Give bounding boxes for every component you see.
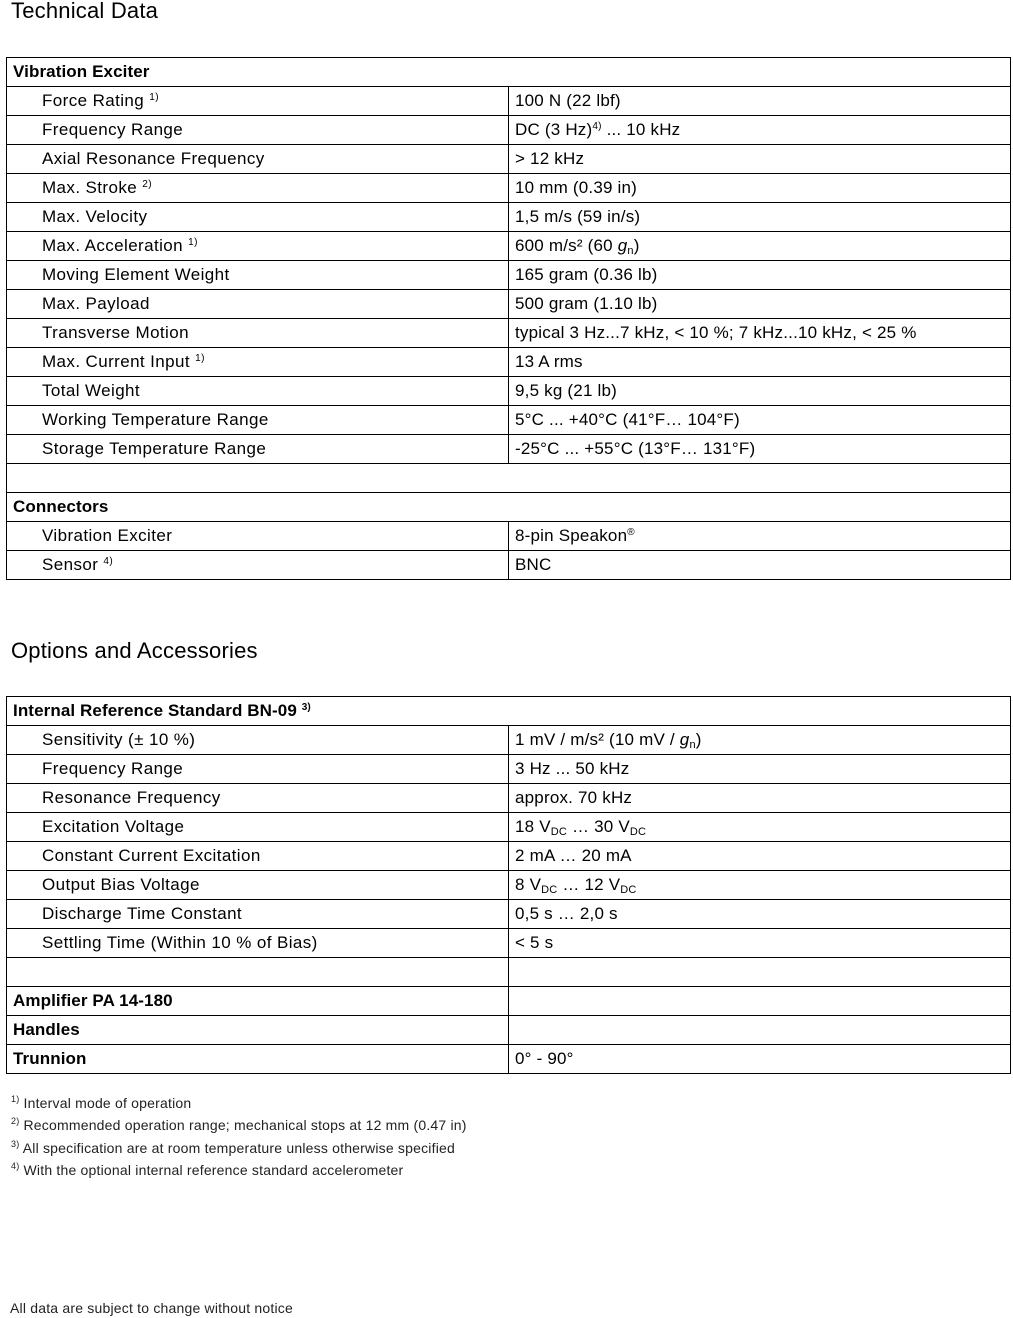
footnote: $^{1)}$ Interval mode of operation (11, 1094, 192, 1111)
spec-value: -25°C ... +55°C (13°F… 131°F) (509, 435, 1011, 464)
table-row (7, 1045, 1011, 1074)
table-row (7, 261, 1011, 290)
accessory-value: 0° - 90° (509, 1045, 1011, 1074)
spec-value: > 12 kHz (509, 145, 1011, 174)
table-row (7, 203, 1011, 232)
spec-label: Output Bias Voltage (7, 871, 509, 900)
accessory-value (509, 987, 1011, 1016)
spacer-cell (7, 958, 509, 987)
table-row (7, 987, 1011, 1016)
section-header-reference-standard: Internal Reference Standard BN-09 $^{3)}$ (7, 697, 1011, 726)
spec-label: Transverse Motion (7, 319, 509, 348)
spec-label: Sensitivity (± 10 %) (7, 726, 509, 755)
table-row (7, 871, 1011, 900)
table-row (7, 435, 1011, 464)
table-row (7, 348, 1011, 377)
spec-value: 8-pin Speakon® (509, 522, 1011, 551)
spec-label: Total Weight (7, 377, 509, 406)
spec-label: Axial Resonance Frequency (7, 145, 509, 174)
spec-label: Sensor $^{4)}$ (7, 551, 509, 580)
spacer-cell (7, 464, 1011, 493)
table-row (7, 842, 1011, 871)
table-row (7, 174, 1011, 203)
spec-label: Resonance Frequency (7, 784, 509, 813)
table-row (7, 551, 1011, 580)
spec-value: 5°C ... +40°C (41°F… 104°F) (509, 406, 1011, 435)
table-row (7, 145, 1011, 174)
page-title-technical-data: Technical Data (11, 0, 159, 23)
spec-label: Constant Current Excitation (7, 842, 509, 871)
spec-value: 13 A rms (509, 348, 1011, 377)
spec-value: 10 mm (0.39 in) (509, 174, 1011, 203)
section-row (7, 697, 1011, 726)
spec-value: 165 gram (0.36 lb) (509, 261, 1011, 290)
spec-label: Frequency Range (7, 755, 509, 784)
spec-label: Moving Element Weight (7, 261, 509, 290)
spec-value: 1 mV / m/s² (10 mV / $g_n$) (509, 726, 1011, 755)
footnote: $^{3)}$ All specification are at room temperature unless otherwise specified (11, 1138, 455, 1156)
table-row (7, 87, 1011, 116)
spec-label: Max. Velocity (7, 203, 509, 232)
spec-value: 600 m/s² (60 $g_n$) (509, 232, 1011, 261)
table-row (7, 784, 1011, 813)
spec-label: Vibration Exciter (7, 522, 509, 551)
section-row (7, 493, 1011, 522)
spec-value: 9,5 kg (21 lb) (509, 377, 1011, 406)
spec-label: Force Rating $^{1)}$ (7, 87, 509, 116)
spec-value: 1,5 m/s (59 in/s) (509, 203, 1011, 232)
table-row (7, 290, 1011, 319)
table-row (7, 377, 1011, 406)
section-row (7, 58, 1011, 87)
table-row (7, 755, 1011, 784)
spec-label: Max. Current Input $^{1)}$ (7, 348, 509, 377)
spec-value: typical 3 Hz...7 kHz, < 10 %; 7 kHz...10 kHz, < 25 % (509, 319, 1011, 348)
spec-value: 3 Hz ... 50 kHz (509, 755, 1011, 784)
spec-value: 8 $V_{DC}$ … 12 $V_{DC}$ (509, 871, 1011, 900)
section-header-connectors: Connectors (7, 493, 1011, 522)
change-notice: All data are subject to change without notice (10, 1300, 293, 1316)
spacer-cell (509, 958, 1011, 987)
spec-label: Excitation Voltage (7, 813, 509, 842)
accessory-label: Amplifier PA 14-180 (7, 987, 509, 1016)
spec-value: BNC (509, 551, 1011, 580)
spec-value: 100 N (22 lbf) (509, 87, 1011, 116)
spec-label: Max. Payload (7, 290, 509, 319)
spec-value: 2 mA … 20 mA (509, 842, 1011, 871)
section-header-vibration-exciter: Vibration Exciter (7, 58, 1011, 87)
table-row (7, 813, 1011, 842)
spec-value: 0,5 s … 2,0 s (509, 900, 1011, 929)
spec-value: 500 gram (1.10 lb) (509, 290, 1011, 319)
options-table (6, 696, 1011, 1074)
table-row (7, 900, 1011, 929)
spec-label: Storage Temperature Range (7, 435, 509, 464)
spacer-row (7, 958, 1011, 987)
footnote: $^{2)}$ Recommended operation range; mechanical stops at 12 mm (0.47 in) (11, 1116, 467, 1134)
table-row (7, 319, 1011, 348)
accessory-value (509, 1016, 1011, 1045)
footnote: $^{4)}$ With the optional internal reference standard accelerometer (11, 1160, 404, 1178)
table-row (7, 522, 1011, 551)
spec-value: approx. 70 kHz (509, 784, 1011, 813)
spec-label: Settling Time (Within 10 % of Bias) (7, 929, 509, 958)
spec-value: 18 $V_{DC}$ … 30 $V_{DC}$ (509, 813, 1011, 842)
table-row (7, 406, 1011, 435)
spec-label: Working Temperature Range (7, 406, 509, 435)
table-row (7, 726, 1011, 755)
table-row (7, 116, 1011, 145)
page-title-options-accessories: Options and Accessories (11, 638, 258, 663)
spec-value: < 5 s (509, 929, 1011, 958)
spec-value: DC (3 Hz)$^{4)}$ ... 10 kHz (509, 116, 1011, 145)
accessory-label: Handles (7, 1016, 509, 1045)
footnotes (11, 1092, 467, 1181)
spacer-row (7, 464, 1011, 493)
table-row (7, 929, 1011, 958)
accessory-label: Trunnion (7, 1045, 509, 1074)
technical-data-table (6, 57, 1011, 580)
table-row (7, 1016, 1011, 1045)
spec-label: Max. Stroke $^{2)}$ (7, 174, 509, 203)
spec-label: Max. Acceleration $^{1)}$ (7, 232, 509, 261)
table-row (7, 232, 1011, 261)
spec-label: Frequency Range (7, 116, 509, 145)
spec-label: Discharge Time Constant (7, 900, 509, 929)
